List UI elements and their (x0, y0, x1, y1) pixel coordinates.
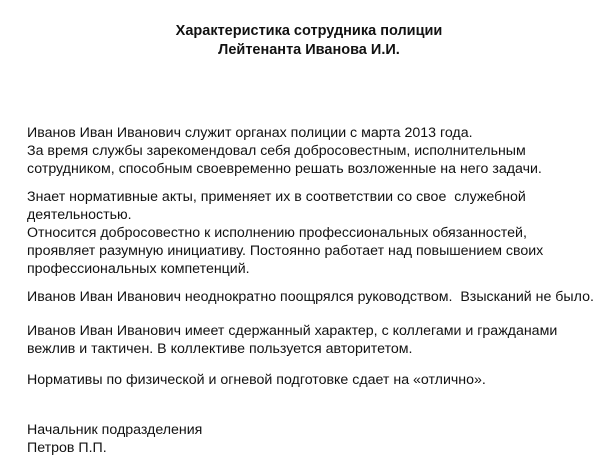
text-line: Нормативы по физической и огневой подготовке сдает на «отлично». (27, 372, 486, 388)
text-line: деятельностью. (27, 207, 132, 223)
text-line: Иванов Иван Иванович служит органах полиции с марта 2013 года. (27, 125, 473, 141)
text-line: Знает нормативные акты, применяет их в соответствии со свое служебной (27, 189, 526, 205)
text-line: Иванов Иван Иванович неоднократно поощрялся руководством. Взысканий не было. (27, 289, 594, 305)
text-line: профессиональных компетенций. (27, 261, 250, 277)
text-line: сотрудником, способным своевременно решать возложенные на него задачи. (27, 161, 542, 177)
text-line: вежлив и тактичен. В коллективе пользуется авторитетом. (27, 341, 413, 357)
signature-name: Петров П.П. (27, 440, 107, 456)
signature-position: Начальник подразделения (27, 422, 203, 438)
text-line: За время службы зарекомендовал себя добросовестным, исполнительным (27, 143, 526, 159)
text-line: Относится добросовестно к исполнению профессиональных обязанностей, (27, 225, 527, 241)
document-subtitle: Лейтенанта Иванова И.И. (218, 42, 400, 58)
text-line: проявляет разумную инициативу. Постоянно работает над повышением своих (27, 243, 544, 259)
text-line: Иванов Иван Иванович имеет сдержанный характер, с коллегами и гражданами (27, 323, 558, 339)
document-title: Характеристика сотрудника полиции (175, 23, 443, 39)
